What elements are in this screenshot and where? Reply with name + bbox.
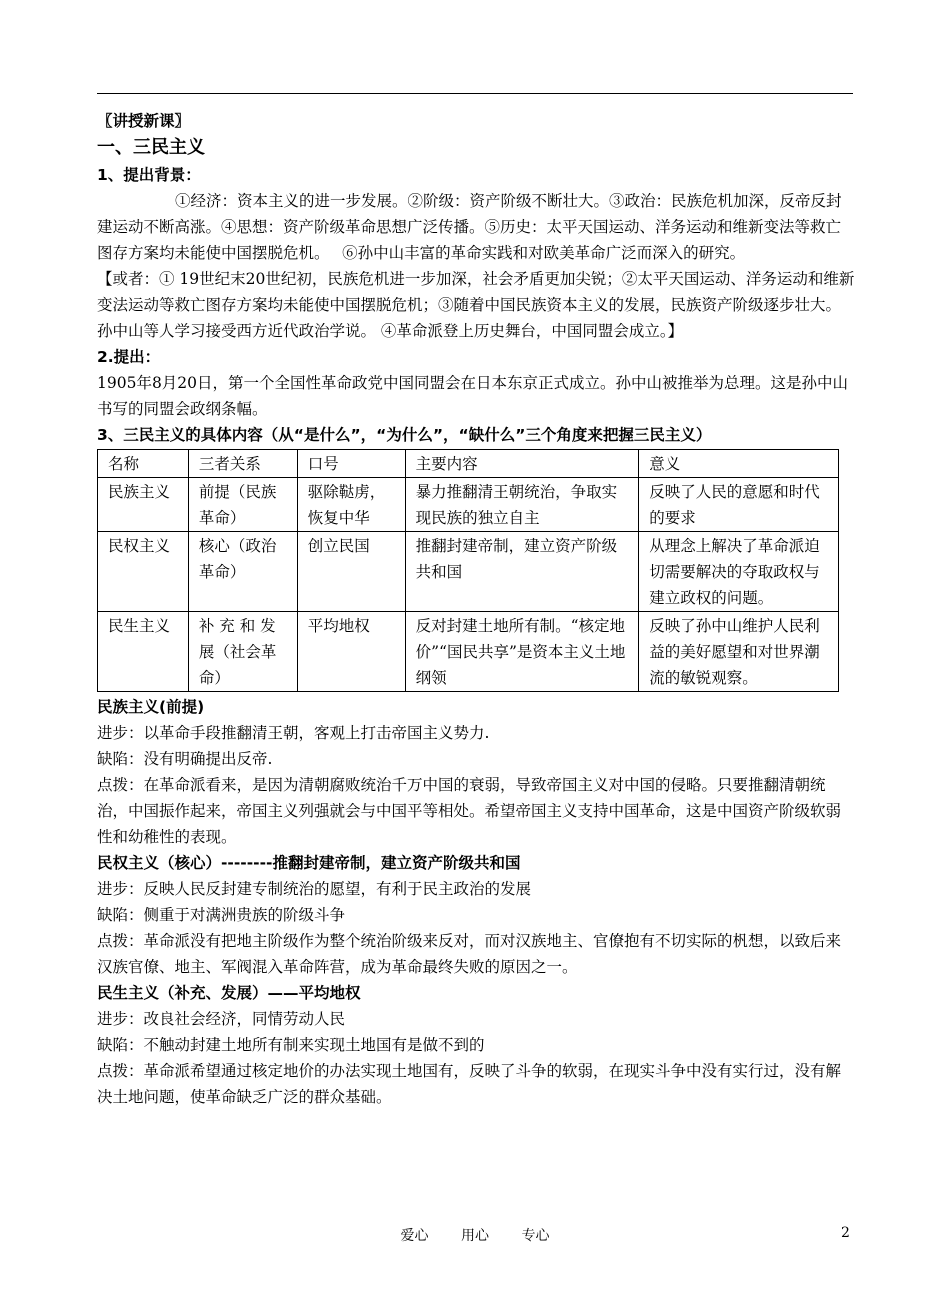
minzu-note: 点拨：在革命派看来，是因为清朝腐败统治千万中国的衰弱，导致帝国主义对中国的侵略。只要推翻清朝统治，中国振作起来，帝国主义列强就会与中国平等相处。希望帝国主义支持中国革命，这是中国资产阶级软弱性和幼稚性的表现。: [97, 776, 842, 846]
table-header-cell: 三者关系: [188, 450, 297, 478]
minquan-defect: 缺陷：侧重于对满洲贵族的阶级斗争: [97, 906, 346, 924]
minquan-progress: 进步：反映人民反封建专制统治的愿望，有利于民主政治的发展: [97, 880, 532, 898]
content-heading: 3、三民主义的具体内容（从“是什么”，“为什么”，“缺什么”三个角度来把握三民主义）: [97, 426, 712, 444]
table-header-cell: 主要内容: [405, 450, 639, 478]
table-cell: 前提（民族革命）: [188, 478, 297, 532]
minsheng-defect: 缺陷：不触动封建土地所有制来实现土地国有是做不到的: [97, 1036, 485, 1054]
proposal-heading: 2.提出：: [97, 348, 161, 366]
header-rule: [97, 93, 853, 94]
table-cell: 驱除鞑虏，恢复中华: [297, 478, 405, 532]
table-cell: 补 充 和 发展（社会革命）: [188, 612, 297, 692]
page-footer: [0, 1225, 950, 1245]
table-cell: 反对封建土地所有制。“核定地价”“国民共享”是资本主义土地纲领: [405, 612, 639, 692]
table-header-cell: 名称: [98, 450, 189, 478]
footer-text: 爱心: [400, 1228, 429, 1244]
table-cell: 民权主义: [98, 532, 189, 612]
background-paragraph: ①经济：资本主义的进一步发展。②阶级：资产阶级不断壮大。③政治：民族危机加深，反帝反封建运动不断高涨。④思想：资产阶级革命思想广泛传播。⑤历史：太平天国运动、洋务运动和维新变法等救亡图存方案均未能使中国摆脱危机。 ⑥孙中山丰富的革命实践和对欧美革命广泛而深入的研究。: [97, 192, 842, 262]
table-cell: 暴力推翻清王朝统治，争取实现民族的独立自主: [405, 478, 639, 532]
footer-text: 专心: [521, 1228, 550, 1244]
footer-text: 用心: [461, 1228, 489, 1244]
table-header-row: [98, 450, 839, 478]
table-cell: 民族主义: [98, 478, 189, 532]
minsheng-note: 点拨：革命派希望通过核定地价的办法实现土地国有，反映了斗争的软弱，在现实斗争中没有实行过，没有解决土地问题，使革命缺乏广泛的群众基础。: [97, 1062, 842, 1106]
proposal-paragraph: 1905年8月20日，第一个全国性革命政党中国同盟会在日本东京正式成立。孙中山被推举为总理。这是孙中山书写的同盟会政纲条幅。: [97, 374, 849, 418]
minsheng-heading: 民生主义（补充、发展）——平均地权: [97, 984, 361, 1002]
table-cell: 从理念上解决了革命派迫切需要解决的夺取政权与建立政权的问题。: [639, 532, 839, 612]
alternative-paragraph: 【或者：① 19世纪末20世纪初，民族危机进一步加深，社会矛盾更加尖锐；②太平天国运动、洋务运动和维新变法运动等救亡图存方案均未能使中国摆脱危机；③随着中国民族资本主义的发展，民族资产阶级逐步壮大。孙中山等人学习接受西方近代政治学说。 ④革命派登上历史舞台，中国同盟会成立。】: [97, 270, 855, 340]
minsheng-progress: 进步：改良社会经济，同情劳动人民: [97, 1010, 346, 1028]
table-cell: 民生主义: [98, 612, 189, 692]
minquan-heading: 民权主义（核心）--------推翻封建帝制，建立资产阶级共和国: [97, 854, 521, 872]
table-cell: 核心（政治革命）: [188, 532, 297, 612]
table-cell: 反映了孙中山维护人民利益的美好愿望和对世界潮流的敏锐观察。: [639, 612, 839, 692]
table-cell: 平均地权: [297, 612, 405, 692]
minzu-defect: 缺陷：没有明确提出反帝.: [97, 750, 273, 768]
minzu-progress: 进步：以革命手段推翻清王朝，客观上打击帝国主义势力.: [97, 724, 490, 742]
background-heading: 1、提出背景：: [97, 166, 201, 184]
page-number: 2: [841, 1225, 850, 1241]
table-header-cell: 口号: [297, 450, 405, 478]
table-row: [98, 478, 839, 532]
minzu-heading: 民族主义(前提): [97, 698, 205, 716]
table-row: [98, 532, 839, 612]
three-principles-table: [97, 449, 839, 692]
main-heading: 一、三民主义: [97, 137, 205, 158]
minquan-note: 点拨：革命派没有把地主阶级作为整个统治阶级来反对，而对汉族地主、官僚抱有不切实际的杋想，以致后来汉族官僚、地主、军阀混入革命阵营，成为革命最终失败的原因之一。: [97, 932, 842, 976]
table-header-cell: 意义: [639, 450, 839, 478]
table-cell: 反映了人民的意愿和时代的要求: [639, 478, 839, 532]
section-heading: 〖讲授新课〗: [97, 112, 191, 130]
table-cell: 推翻封建帝制，建立资产阶级共和国: [405, 532, 639, 612]
document-body: [97, 108, 855, 1110]
table-row: [98, 612, 839, 692]
table-cell: 创立民国: [297, 532, 405, 612]
